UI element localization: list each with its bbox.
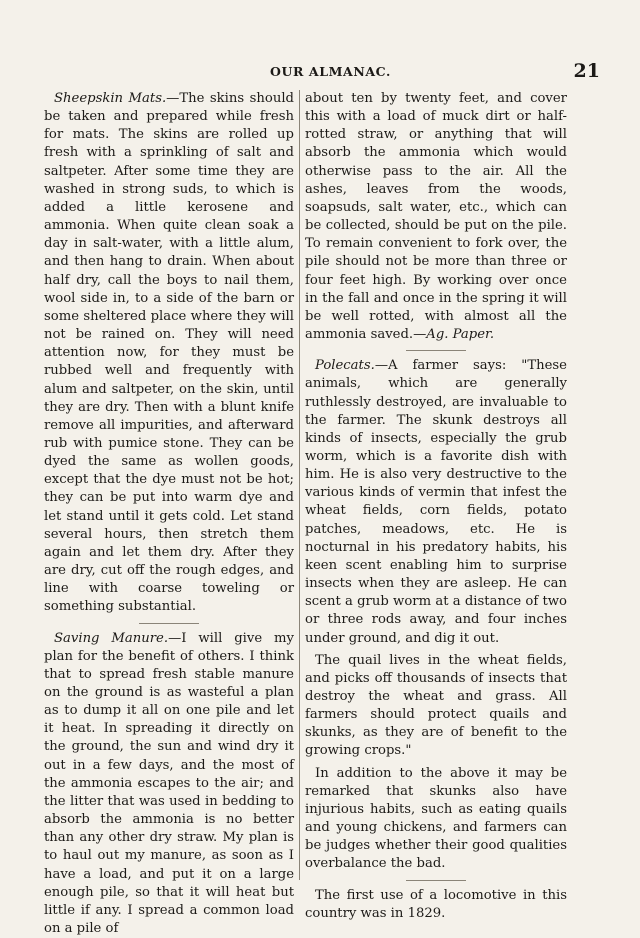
article-body: —The skins should be taken and prepared while fresh for mats. The skins are rolled up fresh with a sprinkling of salt and saltpeter. After some time they are washed in strong suds, to which is added a little kerosene and ammonia. When quite clean soak a day in salt-water, with a little alum, and then hang to drain. When about half dry, call the boys to nail them, wool side in, to a side of the barn or some sheltered place where they will not be rained on. They will need attention now, for they must be rubbed well and frequently with alum and saltpeter, on the skin, until they are dry. Then with a blunt knife remove all impurities, and afterward rub with pumice stone. They can be dyed the same as wollen goods, except that the dye must not be hot; they can be put into warm dye and let stand until it gets cold. Let stand several hours, then stretch them again and let them dry. After they are dry, cut off the rough edges, and line with coarse toweling or something substantial. <box>44 91 294 615</box>
page-number: 21 <box>573 60 600 82</box>
article-continuation <box>305 90 567 344</box>
article-paragraph: In addition to the above it may be remarked that skunks also have injurious habits, such as eating quails and young chickens, and farmers can be judges whether their good qualities overbalance the bad. <box>305 765 567 872</box>
column-divider <box>299 90 300 880</box>
article-body: —A farmer says: "These animals, which are generally ruthlessly destroyed, are invaluable to the farmer. The skunk destroys all kinds of insects, especially the grub worm, which is a favorite dish with him. He is also very destructive to the various kinds of vermin that infest the wheat fields, corn fields, potato patches, meadows, etc. He is nocturnal in his predatory habits, his keen scent enabling him to surprise insects when they are asleep. He can scent a grub worm at a distance of two or three rods away, and four inches under ground, and dig it out. <box>305 358 567 646</box>
article-polecats <box>305 357 567 648</box>
source-signature: —Ag. Paper. <box>413 327 495 343</box>
right-column <box>305 90 567 923</box>
continuation-text: about ten by twenty feet, and cover this with a load of muck dirt or half-rotted straw, or anything that will absorb the ammonia which would otherwise pass to the air. All the ashes, leaves from the woods, soapsuds, salt water, etc., which can be collected, should be put on the pile. To remain convenient to fork over, the pile should not be more than three or four feet high. By working over once in the fall and once in the spring it will be well rotted, with almost all the ammonia saved. <box>305 91 567 343</box>
article-lead: Sheepskin Mats. <box>54 91 167 106</box>
left-column <box>44 90 294 938</box>
article-body: —I will give my plan for the benefit of others. I think that to spread fresh stable manure on the ground is as wasteful a plan as to dump it all on one pile and let it heat. In spreading it directly on the ground, the sun and wind dry it out in a few days, and the most of the ammonia escapes to the air; and the litter that was used in bedding to absorb the ammonia is no better than any other dry straw. My plan is to haul out my manure, as soon as I have a load, and put it on a large enough pile, so that it will heat but little if any. I spread a common load on a pile of <box>44 630 294 937</box>
page-header <box>40 62 600 86</box>
article-lead: Saving Manure. <box>54 630 169 646</box>
section-rule <box>406 880 466 881</box>
article-saving-manure <box>44 630 294 938</box>
running-head: OUR ALMANAC. <box>270 64 391 79</box>
article-paragraph: The quail lives in the wheat fields, and picks off thousands of insects that destroy the wheat and grass. All farmers should protect quails and skunks, as they are of benefit to the growing crops." <box>305 652 567 759</box>
section-rule <box>139 623 199 624</box>
article-lead: Polecats. <box>315 358 375 374</box>
article-sheepskin-mats <box>44 90 294 617</box>
fact-note: The first use of a locomotive in this country was in 1829. <box>305 887 567 921</box>
section-rule <box>406 350 466 351</box>
